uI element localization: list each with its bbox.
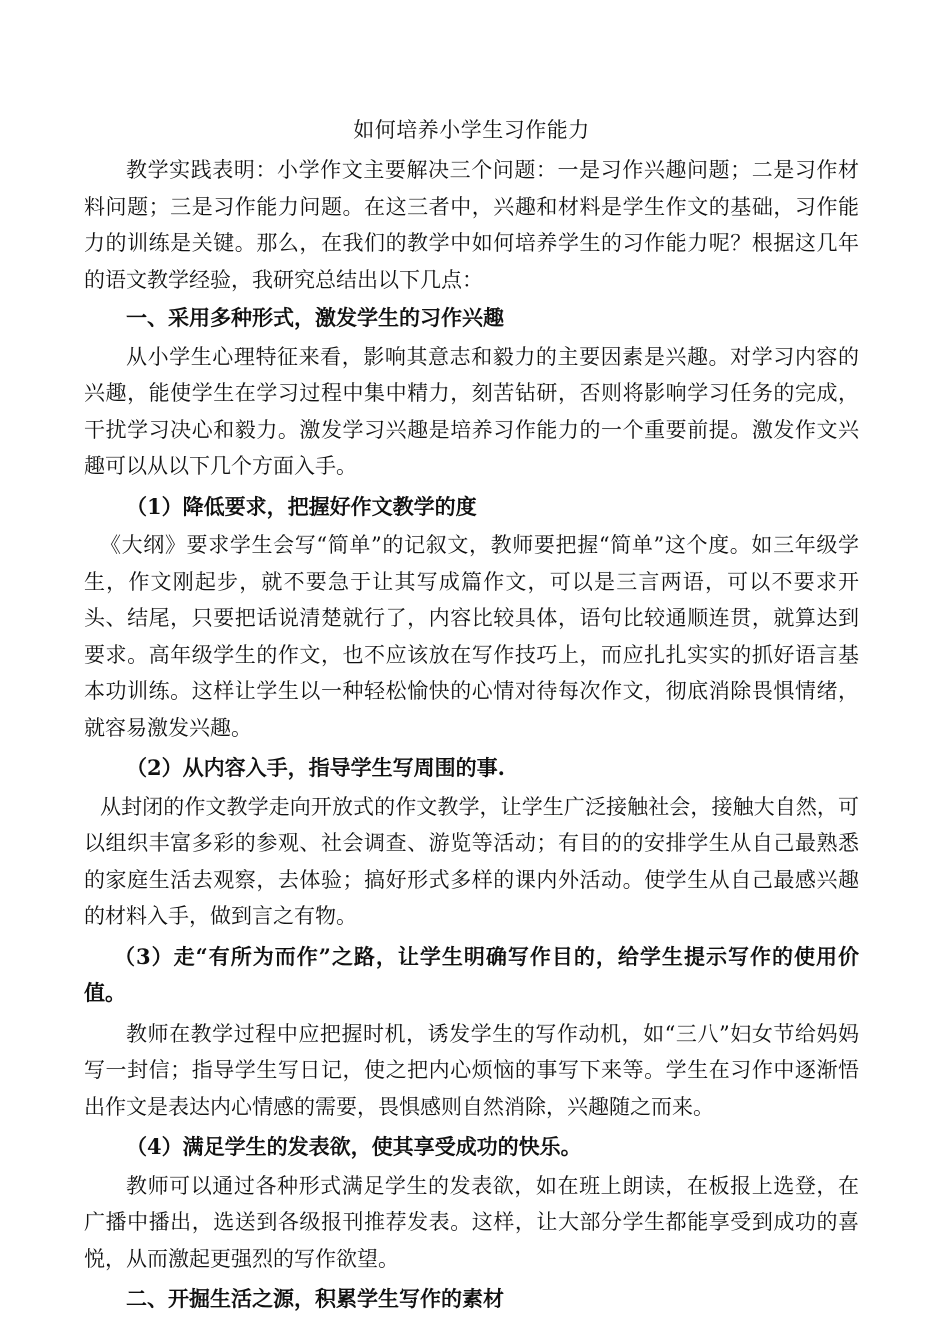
section-2-heading: 二、开掘生活之源，积累学生写作的素材 <box>126 1286 504 1311</box>
subsection-3-heading: （3）走“有所为而作”之路，让学生明确写作目的，给学生提示写作的使用价值。 <box>84 943 859 1005</box>
subsection-1-paragraph: 《大纲》要求学生会写“简单”的记叙文，教师要把握“简单”这个度。如三年级学生，作文刚起步，就不要急于让其写成篇作文，可以是三言两语，可以不要求开头、结尾，只要把话说清楚就行了，内容比较具体，语句比较通顺连贯，就算达到要求。高年级学生的作文，也不应该放在写作技巧上，而应扎扎实实的抓好语言基本功训练。这样让学生以一种轻松愉快的心情对待每次作文，彻底消除畏惧情绪，就容易激发兴趣。 <box>84 533 859 740</box>
section-1-heading: 一、采用多种形式，激发学生的习作兴趣 <box>126 305 504 330</box>
subsection-4-heading: （4）满足学生的发表欲，使其享受成功的快乐。 <box>126 1134 582 1159</box>
section-1-paragraph: 从小学生心理特征来看，影响其意志和毅力的主要因素是兴趣。对学习内容的兴趣，能使学生在学习过程中集中精力，刻苦钻研，否则将影响学习任务的完成，干扰学习决心和毅力。激发学习兴趣是培养习作能力的一个重要前提。激发作文兴趣可以从以下几个方面入手。 <box>84 344 859 478</box>
document-page <box>84 112 859 1320</box>
intro-paragraph: 教学实践表明：小学作文主要解决三个问题：一是习作兴趣问题；二是习作材料问题；三是习作能力问题。在这三者中，兴趣和材料是学生作文的基础，习作能力的训练是关键。那么，在我们的教学中如何培养学生的习作能力呢？根据这几年的语文教学经验，我研究总结出以下几点： <box>84 158 859 292</box>
subsection-4-paragraph: 教师可以通过各种形式满足学生的发表欲，如在班上朗读，在板报上选登，在广播中播出，选送到各级报刊推荐发表。这样，让大部分学生都能享受到成功的喜悦，从而激起更强烈的写作欲望。 <box>84 1173 859 1271</box>
subsection-1-heading: （1）降低要求，把握好作文教学的度 <box>126 493 477 519</box>
subsection-2-heading: （2）从内容入手，指导学生写周围的事. <box>126 755 505 780</box>
document-title: 如何培养小学生习作能力 <box>353 118 590 142</box>
subsection-3-paragraph: 教师在教学过程中应把握时机，诱发学生的写作动机，如“三八”妇女节给妈妈写一封信；指导学生写日记，使之把内心烦恼的事写下来等。学生在习作中逐渐悟出作文是表达内心情感的需要，畏惧感则自然消除，兴趣随之而来。 <box>84 1021 859 1119</box>
subsection-2-paragraph: 从封闭的作文教学走向开放式的作文教学，让学生广泛接触社会，接触大自然，可以组织丰富多彩的参观、社会调查、游览等活动；有目的的安排学生从自己最熟悉的家庭生活去观察，去体验；搞好形式多样的课内外活动。使学生从自己最感兴趣的材料入手，做到言之有物。 <box>84 794 859 928</box>
